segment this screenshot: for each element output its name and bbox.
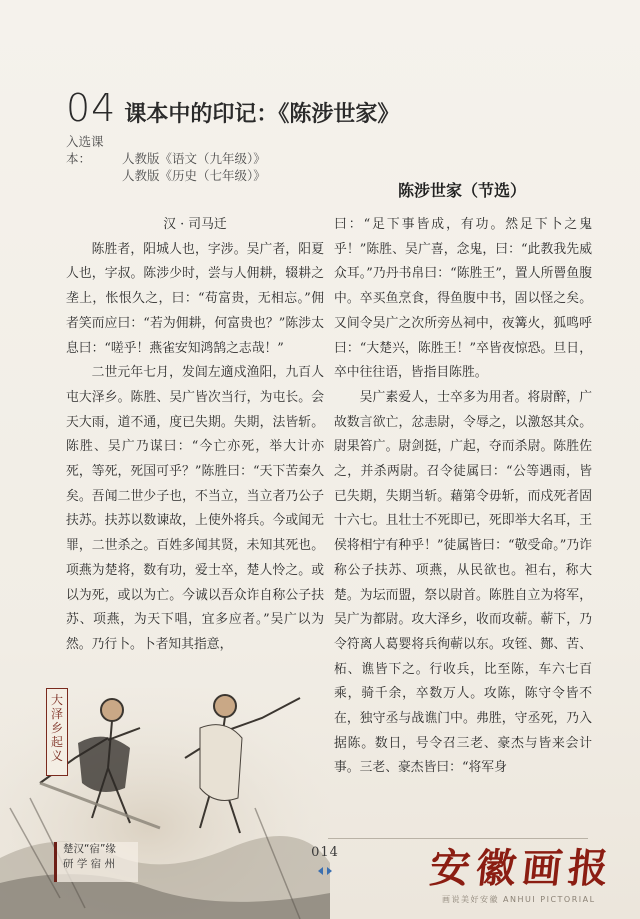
series-title: 楚汉“宿”缘 [63, 843, 116, 855]
paragraph: 陈胜者，阳城人也，字涉。吴广者，阳夏人也，字叔。陈涉少时，尝与人佣耕，辍耕之垄上，怅恨久之，曰：“苟富贵，无相忘。”佣者笑而应曰：“若为佣耕，何富贵也？”陈涉太息曰：“嗟乎！燕雀安知鸿鹄之志哉！” [66, 241, 324, 356]
brand-slogan: 画说美好安徽 ANHUI PICTORIAL [442, 895, 596, 904]
paragraph: 吴广素爱人，士卒多为用者。将尉醉，广故数言欲亡，忿恚尉，令辱之，以激怒其众。尉果笞广。尉剑挺，广起，夺而杀尉。陈胜佐之，并杀两尉。召令徒属曰：“公等遇雨，皆已失期，失期当斩。藉第令毋斩，而戍死者固十六七。且壮士不死即已，死即举大名耳，王侯将相宁有种乎！”徒属皆曰：“敬受命。”乃诈称公子扶苏、项燕，从民欲也。袒右，称大楚。为坛而盟，祭以尉首。陈胜自立为将军，吴广为都尉。攻大泽乡，收而攻蕲。蕲下，乃令符离人葛婴将兵徇蕲以东。攻铚、酂、苦、柘、谯皆下之。行收兵，比至陈，车六七百乘，骑千余，卒数万人。攻陈，陈守令皆不在，独守丞与战谯门中。弗胜，守丞死，乃入据陈。数日，号令召三老、豪杰与皆来会计事。三老、豪杰皆曰：“将军身 [334, 389, 592, 776]
textbook-chinese: 人教版《语文（九年级）》 [122, 151, 266, 166]
article-title: 陈涉世家（节选） [397, 181, 526, 200]
textbook-info [66, 133, 266, 184]
footer-divider [328, 838, 588, 839]
page-number: 014 [311, 845, 339, 860]
magazine-brand [427, 845, 630, 916]
illustration-caption: 大泽乡起义 [46, 688, 68, 776]
series-badge [54, 842, 138, 882]
chapter-number: 04 [66, 86, 117, 130]
article-column-left [66, 213, 324, 658]
brand-logo-text: 安徽画报 [427, 845, 617, 892]
textbooks-label: 入选课本： [66, 134, 104, 166]
paragraph: 二世元年七月，发闾左適戍渔阳，九百人屯大泽乡。陈胜、吴广皆次当行，为屯长。会天大雨，道不通，度已失期。失期，法皆斩。陈胜、吴广乃谋曰：“今亡亦死，举大计亦死，等死，死国可乎？”陈胜曰：“天下苦秦久矣。吾闻二世少子也，不当立，当立者乃公子扶苏。扶苏以数谏故，上使外将兵。今或闻无罪，二世杀之。百姓多闻其贤，未知其死也。项燕为楚将，数有功，爱士卒，楚人怜之。或以为死，或以为亡。今诚以吾众诈自称公子扶苏、项燕，为天下唱，宜多应者。”吴广以为然。乃行卜。卜者知其指意， [66, 365, 324, 652]
chapter-header [66, 86, 399, 130]
page-arrows-icon [316, 866, 334, 876]
article-author: 汉 · 司马迁 [163, 217, 227, 232]
chapter-title: 课本中的印记：《陈涉世家》 [124, 102, 400, 127]
paragraph: 曰：“足下事皆成，有功。然足下卜之鬼乎！”陈胜、吴广喜，念鬼，曰：“此教我先威众耳。”乃丹书帛曰：“陈胜王”，置人所罾鱼腹中。卒买鱼烹食，得鱼腹中书，固以怪之矣。又间令吴广之次所旁丛祠中，夜篝火，狐鸣呼曰：“大楚兴，陈胜王！”卒皆夜惊恐。旦日，卒中往往语，皆指目陈胜。 [334, 217, 592, 381]
series-subtitle: 研 学 宿 州 [63, 858, 116, 870]
textbook-history: 人教版《历史（七年级）》 [122, 168, 266, 183]
article-column-right [334, 213, 592, 781]
